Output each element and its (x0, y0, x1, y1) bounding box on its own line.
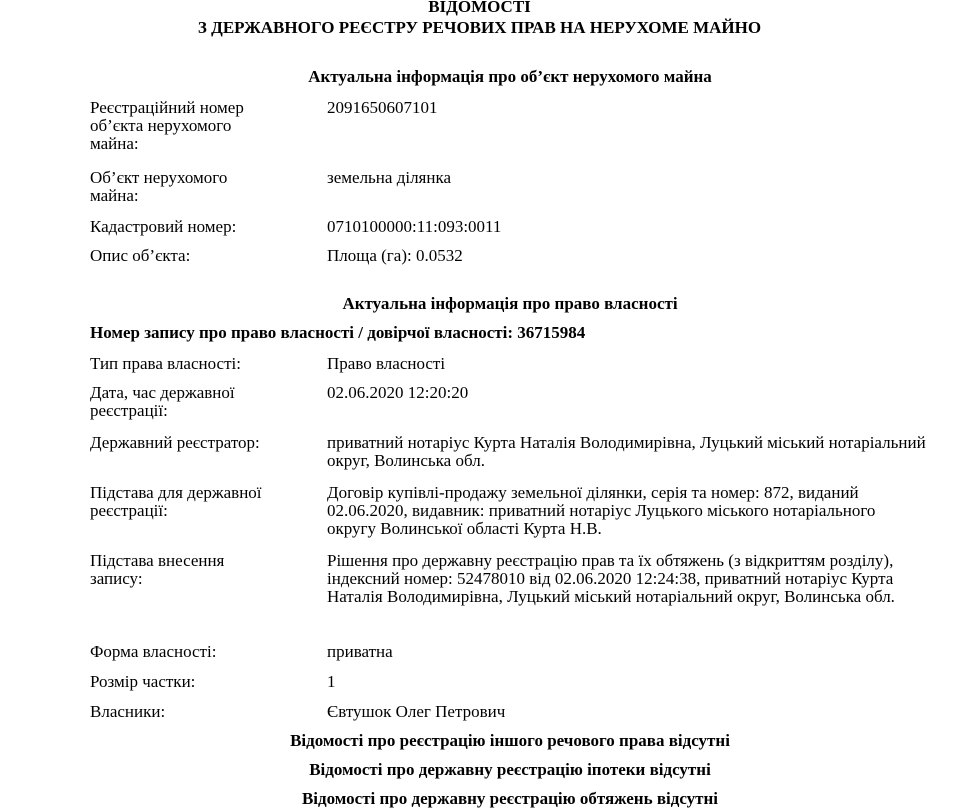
row-value: Рішення про державну реєстрацію прав та їх обтяжень (з відкриттям розділу), індексний номер: 52478010 від 02.06.2020 12:24:38, приватний нотаріус Курта Наталія Володимирівна, Луцький міський нотаріальний округ, Волинська обл. (327, 551, 895, 606)
row-value: земельна ділянка (327, 168, 452, 187)
mortgage-notice: Відомості про державну реєстрацію іпотеки відсутні (309, 760, 711, 779)
ownership-section-heading: Актуальна інформація про право власності (342, 294, 678, 313)
row-label: Тип права власності: (90, 354, 241, 373)
row-value: 0710100000:11:093:0011 (327, 217, 502, 236)
row-label: Об’єкт нерухомого майна: (90, 168, 228, 205)
row-value: Право власності (327, 354, 446, 373)
row-label: Підстава внесення запису: (90, 551, 225, 588)
document-title: ВІДОМОСТІ (428, 0, 531, 16)
row-value: Євтушок Олег Петрович (327, 702, 506, 721)
row-label: Реєстраційний номер об’єкта нерухомого майна: (90, 98, 244, 153)
document-subtitle: З ДЕРЖАВНОГО РЕЄСТРУ РЕЧОВИХ ПРАВ НА НЕРУХОМЕ МАЙНО (197, 18, 762, 37)
row-value: Площа (га): 0.0532 (327, 246, 463, 265)
row-label: Кадастровий номер: (90, 217, 237, 236)
row-label: Опис об’єкта: (90, 246, 191, 265)
row-label: Розмір частки: (90, 672, 196, 691)
other-rights-notice: Відомості про реєстрацію іншого речового права відсутні (290, 731, 730, 750)
encumbrance-notice: Відомості про державну реєстрацію обтяжень відсутні (301, 789, 719, 808)
row-label: Державний реєстратор: (90, 433, 260, 452)
ownership-record-heading: Номер запису про право власності / довірчої власності: 36715984 (90, 323, 586, 342)
row-value: 02.06.2020 12:20:20 (327, 383, 469, 402)
row-label: Дата, час державної реєстрації: (90, 383, 235, 420)
row-label: Підстава для державної реєстрації: (90, 483, 262, 520)
row-value: приватна (327, 642, 393, 661)
row-value: 2091650607101 (327, 98, 438, 117)
row-label: Форма власності: (90, 642, 217, 661)
row-value: Договір купівлі-продажу земельної ділянки, серія та номер: 872, виданий 02.06.2020, видавник: приватний нотаріус Луцького міського нотаріального округу Волинської області Курта Н.В. (327, 483, 876, 538)
row-value: приватний нотаріус Курта Наталія Володимирівна, Луцький міський нотаріальний округ, Волинська обл. (327, 433, 926, 470)
object-section-heading: Актуальна інформація про об’єкт нерухомого майна (308, 67, 712, 86)
row-value: 1 (327, 672, 336, 691)
row-label: Власники: (90, 702, 166, 721)
